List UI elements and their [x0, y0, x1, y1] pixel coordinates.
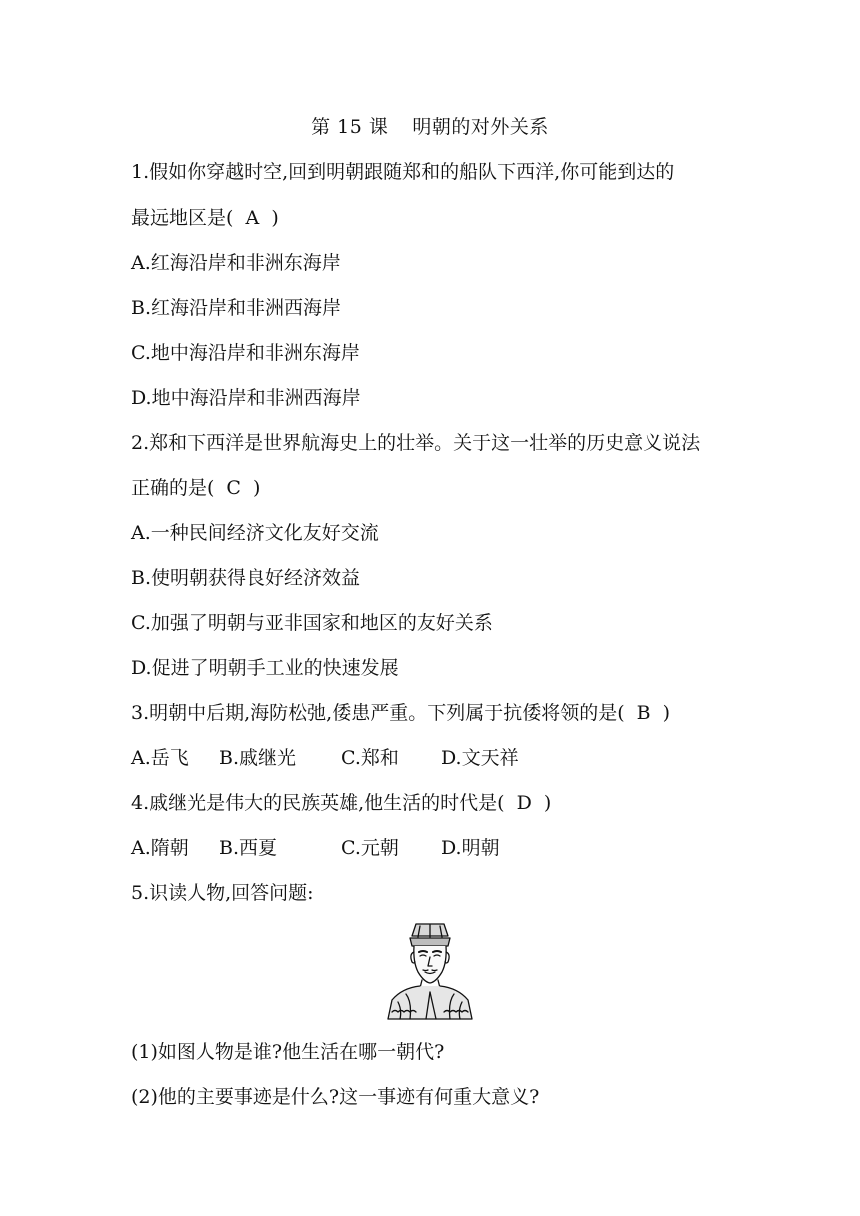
q2-answer: C: [226, 477, 241, 499]
q3-option-a: A.岳飞: [131, 747, 189, 769]
q1-option-d: D.地中海沿岸和非洲西海岸: [131, 387, 361, 409]
q3-option-d: D.文天祥: [441, 747, 519, 769]
q4-answer: D: [516, 792, 532, 814]
page-title: [0, 112, 860, 139]
q4-stem: 4.戚继光是伟大的民族英雄,他生活的时代是( D ): [131, 788, 551, 818]
q1-option-b: B.红海沿岸和非洲西海岸: [131, 297, 342, 319]
q4-option-c: C.元朝: [341, 837, 399, 859]
q1-option-c: C.地中海沿岸和非洲东海岸: [131, 342, 360, 364]
q4-options: [131, 833, 500, 863]
q5-sub-question-1: (1)如图人物是谁?他生活在哪一朝代?: [131, 1041, 445, 1063]
q1-answer: A: [245, 207, 260, 229]
q4-option-a: A.隋朝: [131, 837, 189, 859]
q3-option-c: C.郑和: [341, 747, 399, 769]
q3-options: [131, 743, 519, 773]
q2-option-a: A.一种民间经济文化友好交流: [131, 522, 379, 544]
q4-option-d: D.明朝: [441, 837, 500, 859]
q5-stem: 5.识读人物,回答问题:: [131, 882, 314, 904]
q4-option-b: B.西夏: [219, 837, 278, 859]
q3-stem: 3.明朝中后期,海防松弛,倭患严重。下列属于抗倭将领的是( B ): [131, 698, 670, 728]
q3-option-b: B.戚继光: [219, 747, 297, 769]
q1-option-a: A.红海沿岸和非洲东海岸: [131, 252, 341, 274]
q2-stem-line2: 正确的是( C ): [131, 473, 260, 503]
lesson-topic: 明朝的对外关系: [412, 116, 549, 138]
portrait-illustration: [386, 922, 474, 1020]
q2-option-c: C.加强了明朝与亚非国家和地区的友好关系: [131, 612, 493, 634]
q5-sub-question-2: (2)他的主要事迹是什么?这一事迹有何重大意义?: [131, 1086, 540, 1108]
q2-stem-line1: 2.郑和下西洋是世界航海史上的壮举。关于这一壮举的历史意义说法: [131, 432, 701, 454]
q1-stem-line2: 最远地区是( A ): [131, 203, 279, 233]
q1-stem-line1: 1.假如你穿越时空,回到明朝跟随郑和的船队下西洋,你可能到达的: [131, 161, 675, 183]
lesson-number: 第 15 课: [311, 116, 389, 138]
q2-option-b: B.使明朝获得良好经济效益: [131, 567, 361, 589]
q2-option-d: D.促进了明朝手工业的快速发展: [131, 657, 399, 679]
q3-answer: B: [636, 702, 651, 724]
